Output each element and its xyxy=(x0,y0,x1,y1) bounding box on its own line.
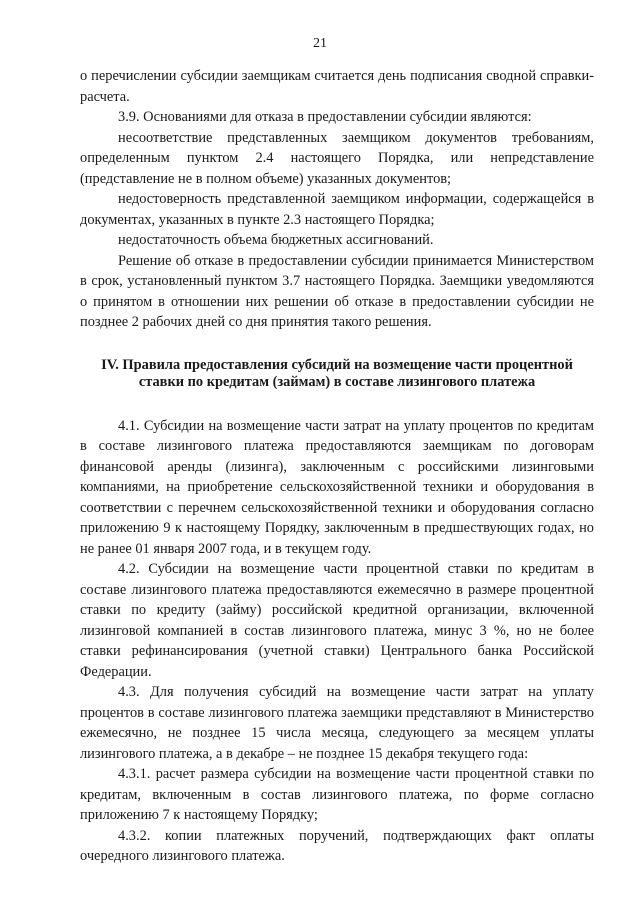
paragraph: несоответствие представленных заемщиком документов требованиям, определенным пунктом 2.4 настоящего Порядка, или непредставление (представление не в полном объеме) указанных документов; xyxy=(80,129,594,187)
paragraph: о перечислении субсидии заемщикам считается день подписания сводной справки-расчета. xyxy=(80,68,594,105)
paragraph: 4.2. Субсидии на возмещение части процентной ставки по кредитам в составе лизингового платежа предоставляются ежемесячно в размере процентной ставки по кредиту (займу) российской кредитной организации, включенной лизинговой компанией в состав лизингового платежа, минус 3 %, но не более ставки рефинансирования (учетной ставки) Центрального банка Российской Федерации. xyxy=(80,561,594,680)
paragraph: недостаточность объема бюджетных ассигнований. xyxy=(118,232,434,248)
document-body xyxy=(80,66,594,867)
page-number: 21 xyxy=(313,36,327,51)
paragraph: Решение об отказе в предоставлении субсидии принимается Министерством в срок, установленный пунктом 3.7 настоящего Порядка. Заемщики уведомляются о принятом в отношении них решении об отказе в предоставлении субсидии не позднее 2 рабочих дней со дня принятия такого решения. xyxy=(80,252,594,330)
paragraph: 4.3. Для получения субсидий на возмещение части затрат на уплату процентов в составе лизингового платежа заемщики представляют в Министерство ежемесячно, не позднее 15 числа месяца, следующего за месяцем уплаты лизингового платежа, а в декабре – не позднее 15 декабря текущего года: xyxy=(80,684,594,762)
section-heading: IV. Правила предоставления субсидий на возмещение части процентной ставки по кредитам (займам) в составе лизингового платежа xyxy=(101,356,573,390)
paragraph: 3.9. Основаниями для отказа в предоставлении субсидии являются: xyxy=(118,109,532,125)
paragraph: 4.3.2. копии платежных поручений, подтверждающих факт оплаты очередного лизингового платежа. xyxy=(80,827,594,864)
paragraph: недостоверность представленной заемщиком информации, содержащейся в документах, указанных в пункте 2.3 настоящего Порядка; xyxy=(80,191,594,228)
paragraph: 4.3.1. расчет размера субсидии на возмещение части процентной ставки по кредитам, включенным в состав лизингового платежа, по форме согласно приложению 7 к настоящему Порядку; xyxy=(80,766,594,823)
paragraph: 4.1. Субсидии на возмещение части затрат на уплату процентов по кредитам в составе лизингового платежа предоставляются заемщикам по договорам финансовой аренды (лизинга), заключенным с российскими лизинговыми компаниями, на приобретение сельскохозяйственной техники и оборудования в соответствии с перечнем сельскохозяйственной техники и оборудования согласно приложению 9 к настоящему Порядку, заключенным в предшествующих годах, но не ранее 01 января 2007 года, и в текущем году. xyxy=(80,417,594,557)
